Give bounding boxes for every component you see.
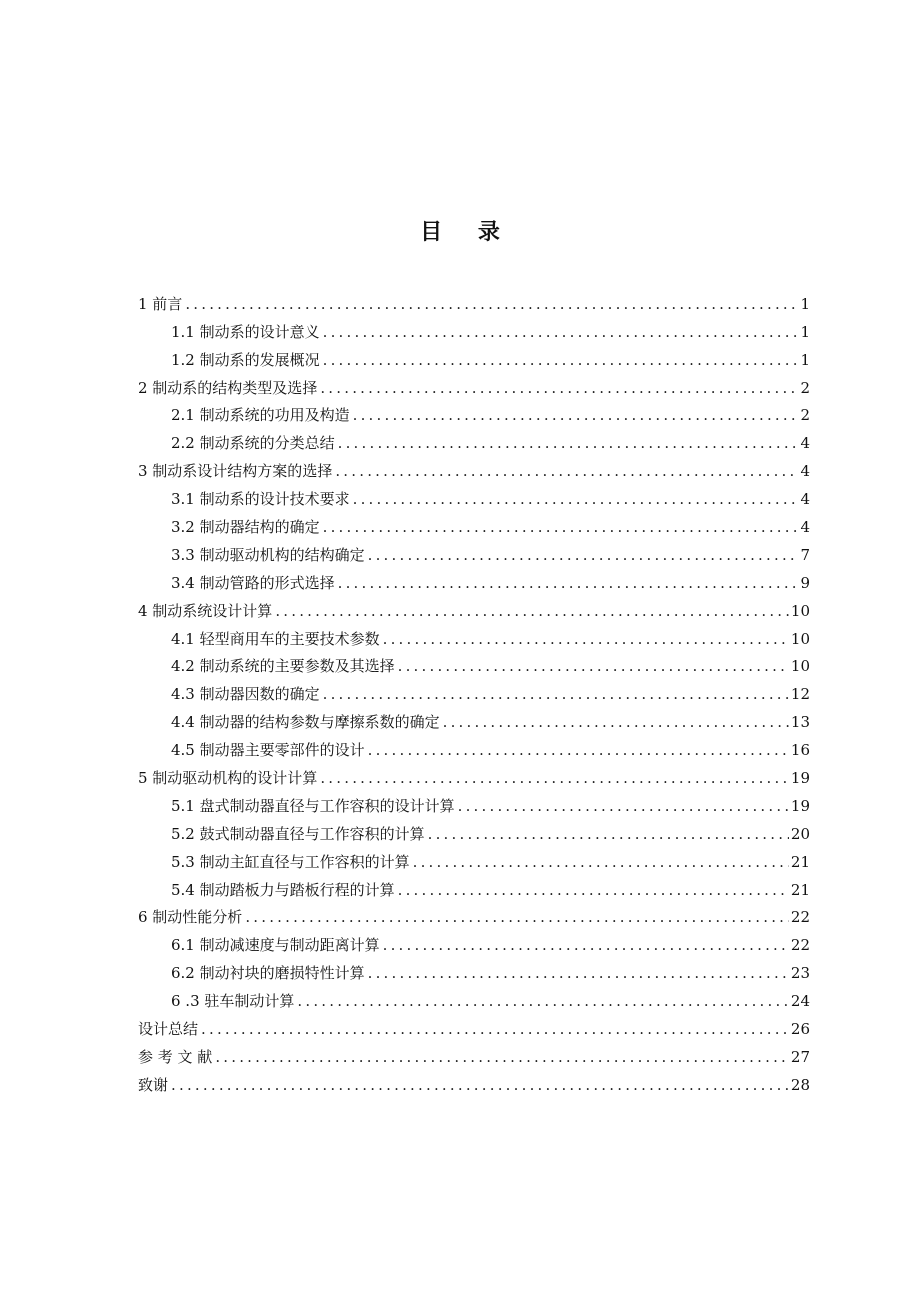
toc-entry-label: 5.2 鼓式制动器直径与工作容积的计算 [171, 824, 425, 843]
toc-dot-leader [320, 769, 789, 787]
toc-page-number: 19 [790, 796, 810, 815]
toc-page-number: 7 [800, 545, 810, 564]
toc-entry[interactable] [138, 899, 810, 927]
toc-entry[interactable] [138, 424, 810, 452]
toc-entry[interactable] [138, 759, 810, 787]
toc-page-number: 4 [800, 490, 810, 509]
toc-entry-label: 4.4 制动器的结构参数与摩擦系数的确定 [171, 713, 440, 732]
toc-entry-label: 3.4 制动管路的形式选择 [171, 573, 335, 592]
toc-entry-label: 2.2 制动系统的分类总结 [171, 434, 335, 453]
toc-entry[interactable] [138, 452, 810, 480]
toc-entry-label: 6.2 制动衬块的磨损特性计算 [171, 964, 365, 983]
toc-entry-label: 1.1 制动系的设计意义 [171, 322, 320, 341]
toc-entry[interactable] [138, 313, 810, 341]
toc-entry[interactable] [138, 1038, 810, 1066]
toc-dot-leader [383, 936, 789, 954]
toc-dot-leader [398, 657, 789, 675]
toc-entry-label: 4.2 制动系统的主要参数及其选择 [171, 657, 395, 676]
toc-entry-label: 6 .3 驻车制动计算 [171, 992, 295, 1011]
toc-page-number: 2 [800, 378, 810, 397]
toc-entry-label: 6.1 制动减速度与制动距离计算 [171, 936, 380, 955]
toc-entry[interactable] [138, 1066, 810, 1094]
toc-page-number: 12 [790, 685, 810, 704]
toc-dot-leader [428, 825, 789, 843]
toc-page-number: 21 [790, 880, 810, 899]
toc-page-number: 22 [790, 936, 810, 955]
toc-entry-label: 5 制动驱动机构的设计计算 [138, 769, 318, 788]
toc-entry-label: 致谢 [138, 1075, 169, 1094]
toc-entry[interactable] [138, 564, 810, 592]
toc-page-number: 26 [790, 1020, 810, 1039]
toc-entry[interactable] [138, 815, 810, 843]
toc-entry[interactable] [138, 620, 810, 648]
toc-dot-leader [215, 1048, 789, 1066]
toc-page-number: 19 [790, 769, 810, 788]
toc-entry[interactable] [138, 787, 810, 815]
toc-page-number: 1 [800, 294, 810, 313]
toc-page-number: 24 [790, 992, 810, 1011]
toc-dot-leader [368, 964, 789, 982]
toc-dot-leader [443, 713, 789, 731]
toc-entry[interactable] [138, 480, 810, 508]
toc-dot-leader [323, 323, 799, 341]
toc-entry-label: 4 制动系统设计计算 [138, 601, 273, 620]
toc-entry-label: 4.5 制动器主要零部件的设计 [171, 741, 365, 760]
toc-dot-leader [338, 574, 799, 592]
toc-entry[interactable] [138, 731, 810, 759]
toc-entry-label: 4.1 轻型商用车的主要技术参数 [171, 629, 380, 648]
toc-entry-label: 4.3 制动器因数的确定 [171, 685, 320, 704]
toc-entry-label: 5.3 制动主缸直径与工作容积的计算 [171, 852, 410, 871]
toc-page-number: 4 [800, 462, 810, 481]
toc-page-number: 16 [790, 741, 810, 760]
page-title: 目 录 [420, 220, 514, 245]
toc-page-number: 1 [800, 350, 810, 369]
toc-page-number: 4 [800, 518, 810, 537]
toc-entry-label: 1 前言 [138, 294, 183, 313]
toc-entry[interactable] [138, 285, 810, 313]
toc-dot-leader [383, 630, 789, 648]
toc-page-number: 10 [790, 629, 810, 648]
toc-entry-label: 3.1 制动系的设计技术要求 [171, 490, 350, 509]
toc-dot-leader [185, 295, 798, 313]
toc-page-number: 20 [790, 824, 810, 843]
toc-entry[interactable] [138, 341, 810, 369]
toc-entry[interactable] [138, 536, 810, 564]
toc-entry-label: 2 制动系的结构类型及选择 [138, 378, 318, 397]
toc-dot-leader [413, 853, 789, 871]
toc-dot-leader [323, 685, 789, 703]
toc-page-number: 23 [790, 964, 810, 983]
toc-dot-leader [353, 406, 799, 424]
toc-dot-leader [320, 379, 798, 397]
toc-entry[interactable] [138, 592, 810, 620]
toc-page-number: 10 [790, 657, 810, 676]
toc-entry[interactable] [138, 982, 810, 1010]
toc-dot-leader [201, 1020, 789, 1038]
toc-entry[interactable] [138, 508, 810, 536]
toc-dot-leader [323, 518, 799, 536]
table-of-contents [138, 285, 810, 1094]
toc-dot-leader [458, 797, 789, 815]
toc-dot-leader [245, 908, 789, 926]
toc-dot-leader [275, 602, 789, 620]
toc-page-number: 9 [800, 573, 810, 592]
toc-dot-leader [338, 434, 799, 452]
toc-page-number: 1 [800, 322, 810, 341]
toc-dot-leader [368, 741, 789, 759]
toc-entry-label: 6 制动性能分析 [138, 908, 243, 927]
toc-dot-leader [398, 881, 789, 899]
toc-dot-leader [353, 490, 799, 508]
toc-entry[interactable] [138, 954, 810, 982]
toc-page-number: 4 [800, 434, 810, 453]
toc-page-number: 22 [790, 908, 810, 927]
toc-entry[interactable] [138, 397, 810, 425]
toc-page-number: 13 [790, 713, 810, 732]
toc-entry[interactable] [138, 926, 810, 954]
toc-entry-label: 1.2 制动系的发展概况 [171, 350, 320, 369]
toc-entry-label: 3 制动系设计结构方案的选择 [138, 462, 333, 481]
toc-entry[interactable] [138, 648, 810, 676]
toc-entry-label: 3.2 制动器结构的确定 [171, 518, 320, 537]
toc-dot-leader [297, 992, 789, 1010]
toc-entry[interactable] [138, 675, 810, 703]
toc-page-number: 2 [800, 406, 810, 425]
toc-dot-leader [368, 546, 799, 564]
toc-entry-label: 5.1 盘式制动器直径与工作容积的设计计算 [171, 796, 455, 815]
toc-entry[interactable] [138, 703, 810, 731]
toc-entry[interactable] [138, 843, 810, 871]
toc-entry-label: 参 考 文 献 [138, 1047, 213, 1066]
toc-entry-label: 3.3 制动驱动机构的结构确定 [171, 545, 365, 564]
toc-entry[interactable] [138, 369, 810, 397]
toc-entry[interactable] [138, 1010, 810, 1038]
toc-page-number: 27 [790, 1047, 810, 1066]
toc-dot-leader [335, 462, 798, 480]
toc-page-number: 28 [790, 1075, 810, 1094]
toc-dot-leader [323, 351, 799, 369]
toc-page-number: 21 [790, 852, 810, 871]
toc-dot-leader [171, 1076, 789, 1094]
toc-entry[interactable] [138, 871, 810, 899]
toc-page-number: 10 [790, 601, 810, 620]
toc-entry-label: 2.1 制动系统的功用及构造 [171, 406, 350, 425]
toc-entry-label: 设计总结 [138, 1020, 199, 1039]
toc-entry-label: 5.4 制动踏板力与踏板行程的计算 [171, 880, 395, 899]
